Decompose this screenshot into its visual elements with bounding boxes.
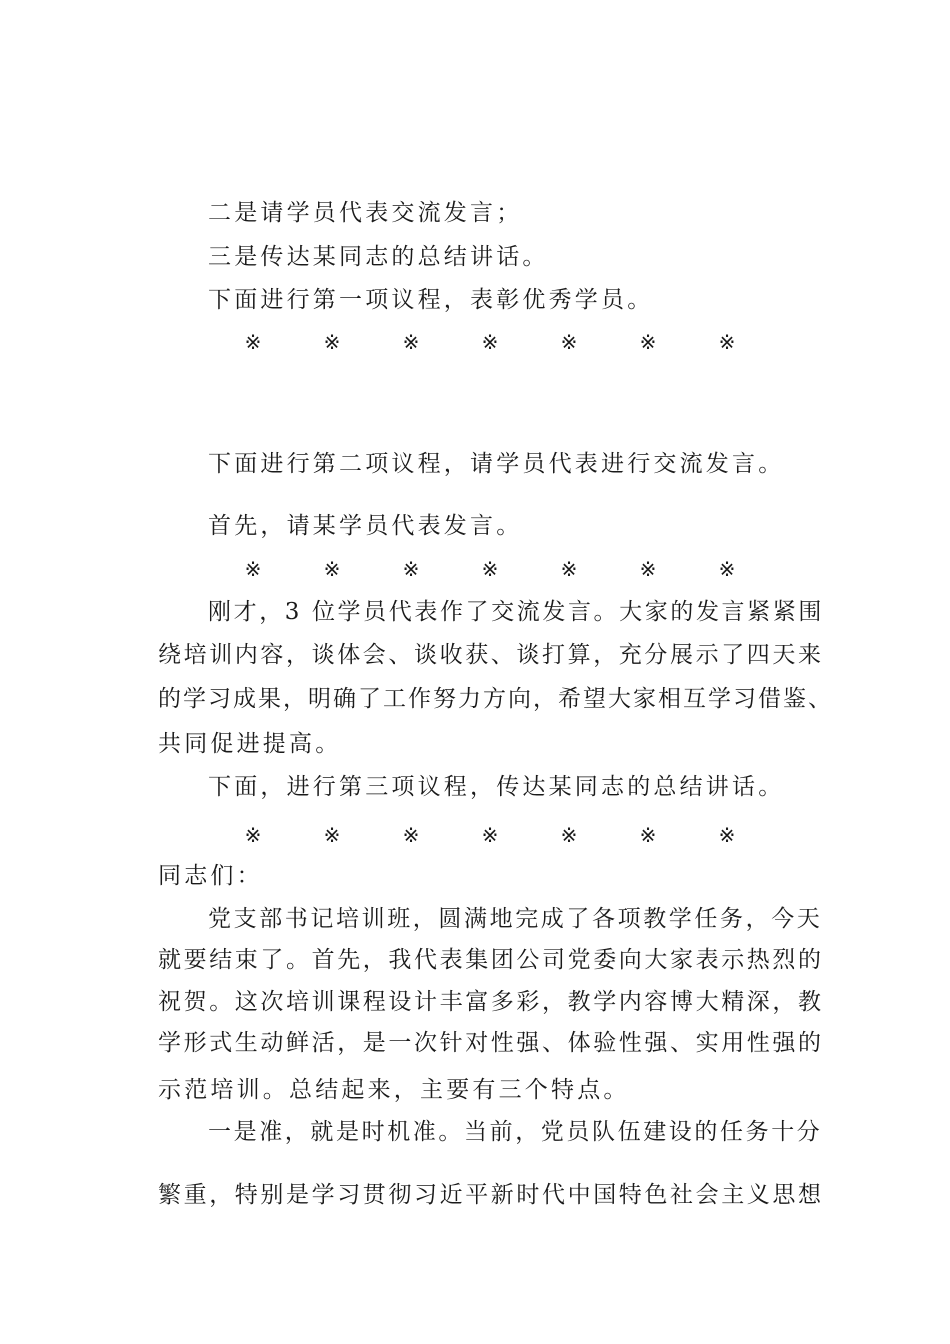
paragraph-first-agenda: 下面进行第一项议程，表彰优秀学员。 bbox=[208, 287, 654, 313]
separator-mark: ※ bbox=[244, 823, 262, 847]
separator-mark: ※ bbox=[481, 557, 499, 581]
separator-mark: ※ bbox=[718, 557, 736, 581]
separator-mark: ※ bbox=[560, 823, 578, 847]
separator-row-2 bbox=[238, 555, 742, 583]
separator-mark: ※ bbox=[244, 557, 262, 581]
separator-mark: ※ bbox=[323, 823, 341, 847]
separator-mark: ※ bbox=[481, 823, 499, 847]
separator-mark: ※ bbox=[639, 823, 657, 847]
speech-paragraph-1-line-3: 祝贺。这次培训课程设计丰富多彩，教学内容博大精深，教 bbox=[158, 989, 824, 1015]
separator-mark: ※ bbox=[244, 330, 262, 354]
speech-paragraph-1-line-1: 党支部书记培训班，圆满地完成了各项教学任务，今天 bbox=[208, 906, 823, 932]
paragraph-third-agenda: 下面，进行第三项议程，传达某同志的总结讲话。 bbox=[208, 774, 785, 800]
separator-mark: ※ bbox=[402, 823, 420, 847]
paragraph-first-speaker: 首先，请某学员代表发言。 bbox=[208, 513, 523, 539]
salutation: 同志们： bbox=[158, 863, 263, 889]
separator-mark: ※ bbox=[402, 330, 420, 354]
separator-mark: ※ bbox=[323, 557, 341, 581]
speech-paragraph-2-line-2: 繁重，特别是学习贯彻习近平新时代中国特色社会主义思想 bbox=[158, 1182, 824, 1208]
paragraph-second-agenda: 下面进行第二项议程，请学员代表进行交流发言。 bbox=[208, 451, 785, 477]
separator-mark: ※ bbox=[402, 557, 420, 581]
separator-mark: ※ bbox=[560, 330, 578, 354]
separator-mark: ※ bbox=[639, 557, 657, 581]
paragraph-agenda-item-3: 三是传达某同志的总结讲话。 bbox=[208, 244, 549, 270]
separator-row-1 bbox=[238, 328, 742, 356]
speech-paragraph-1-line-4: 学形式生动鲜活，是一次针对性强、体验性强、实用性强的 bbox=[158, 1030, 824, 1056]
separator-mark: ※ bbox=[718, 823, 736, 847]
paragraph-summary-line-3: 的学习成果，明确了工作努力方向，希望大家相互学习借鉴、 bbox=[158, 686, 833, 712]
paragraph-summary-line-4: 共同促进提高。 bbox=[158, 731, 342, 757]
speech-paragraph-2-line-1: 一是准，就是时机准。当前，党员队伍建设的任务十分 bbox=[208, 1119, 823, 1145]
separator-mark: ※ bbox=[481, 330, 499, 354]
paragraph-agenda-item-2: 二是请学员代表交流发言； bbox=[208, 200, 523, 226]
separator-mark: ※ bbox=[639, 330, 657, 354]
separator-row-3 bbox=[238, 821, 742, 849]
speech-paragraph-1-line-2: 就要结束了。首先，我代表集团公司党委向大家表示热烈的 bbox=[158, 947, 824, 973]
speech-paragraph-1-line-5: 示范培训。总结起来，主要有三个特点。 bbox=[158, 1077, 630, 1103]
separator-mark: ※ bbox=[718, 330, 736, 354]
separator-mark: ※ bbox=[323, 330, 341, 354]
separator-mark: ※ bbox=[560, 557, 578, 581]
paragraph-summary-line-2: 绕培训内容，谈体会、谈收获、谈打算，充分展示了四天来 bbox=[158, 642, 824, 668]
paragraph-summary-line-1: 刚才，3 位学员代表作了交流发言。大家的发言紧紧围 bbox=[208, 599, 824, 625]
